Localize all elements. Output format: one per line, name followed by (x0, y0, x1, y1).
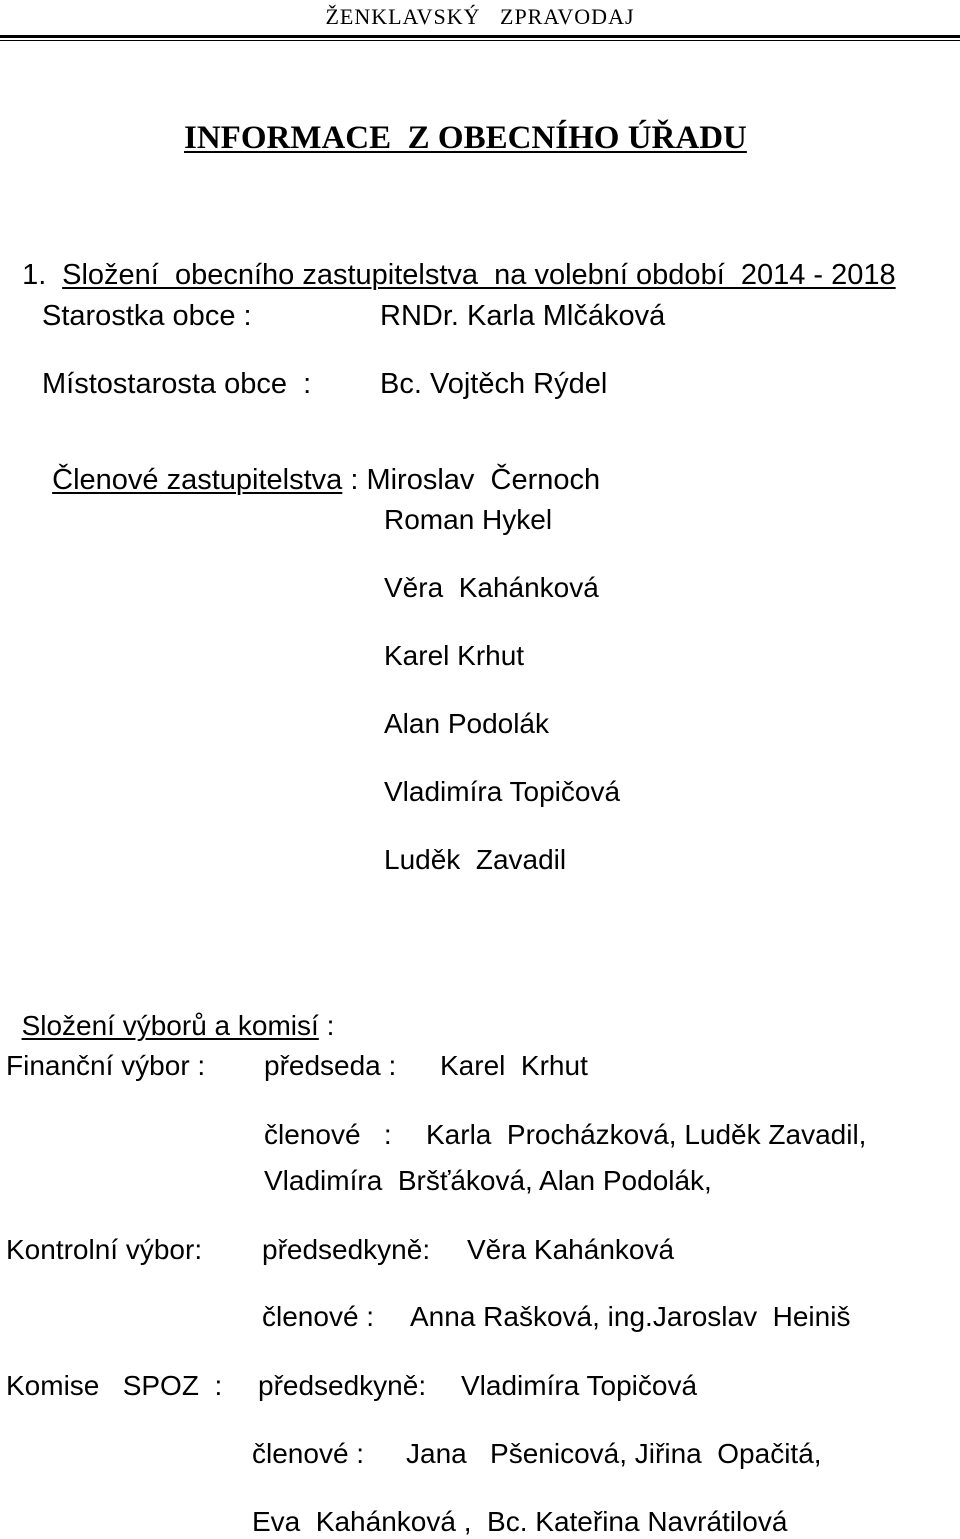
financial-committee-label: Finanční výbor : (6, 1050, 206, 1081)
spoz-chair-label: předsedkyně: (258, 1370, 427, 1401)
council-member: Roman Hykel (384, 504, 553, 535)
committees-heading-label: Složení výborů a komisí (21, 1010, 319, 1041)
spoz-members-label: členové : (252, 1438, 365, 1469)
financial-members: Karla Procházková, Luděk Zavadil, (426, 1119, 867, 1150)
page-title: INFORMACE Z OBECNÍHO ÚŘADU (184, 120, 747, 156)
section-heading (6, 232, 896, 290)
council-members-separator: : (342, 464, 367, 496)
financial-chair-label: předseda : (264, 1050, 397, 1081)
spoz-commission-label: Komise SPOZ : (6, 1370, 223, 1401)
committees-heading-separator: : (318, 1010, 335, 1041)
deputy-mayor-name: Bc. Vojtěch Rýdel (380, 368, 608, 400)
header-rule-thin (0, 40, 960, 41)
section-number: 1. (22, 259, 47, 291)
financial-members-label: členové : (264, 1119, 392, 1150)
council-members-label: Členové zastupitelstva (52, 464, 343, 496)
header-rule (0, 35, 960, 38)
control-chair-name: Věra Kahánková (467, 1234, 675, 1265)
council-members-heading (36, 437, 600, 495)
council-member: Věra Kahánková (384, 572, 599, 603)
spoz-members: Jana Pšenicová, Jiřina Opačitá, (406, 1438, 822, 1469)
council-member: Vladimíra Topičová (384, 776, 621, 807)
section-title: Složení obecního zastupitelstva na volební období 2014 - 2018 (62, 259, 896, 291)
spoz-members-continued: Eva Kahánková , Bc. Kateřina Navrátilová (252, 1506, 788, 1537)
council-member: Miroslav Černoch (366, 464, 601, 496)
control-members-label: členové : (262, 1301, 375, 1332)
spoz-chair-name: Vladimíra Topičová (461, 1370, 698, 1401)
control-chair-label: předsedkyně: (262, 1234, 431, 1265)
mayor-name: RNDr. Karla Mlčáková (380, 300, 666, 332)
financial-members-continued: Vladimíra Bršťáková, Alan Podolák, (264, 1165, 712, 1196)
council-member: Karel Krhut (384, 640, 525, 671)
council-member: Alan Podolák (384, 708, 550, 739)
mayor-label: Starostka obce : (42, 300, 252, 332)
deputy-mayor-label: Místostarosta obce : (42, 368, 312, 400)
council-member: Luděk Zavadil (384, 844, 567, 875)
control-members: Anna Rašková, ing.Jaroslav Heiniš (410, 1301, 851, 1332)
control-committee-label: Kontrolní výbor: (6, 1234, 203, 1265)
financial-chair-name: Karel Krhut (440, 1050, 588, 1081)
committees-heading (6, 984, 334, 1040)
newsletter-title: ŽENKLAVSKÝ ZPRAVODAJ (325, 4, 635, 29)
